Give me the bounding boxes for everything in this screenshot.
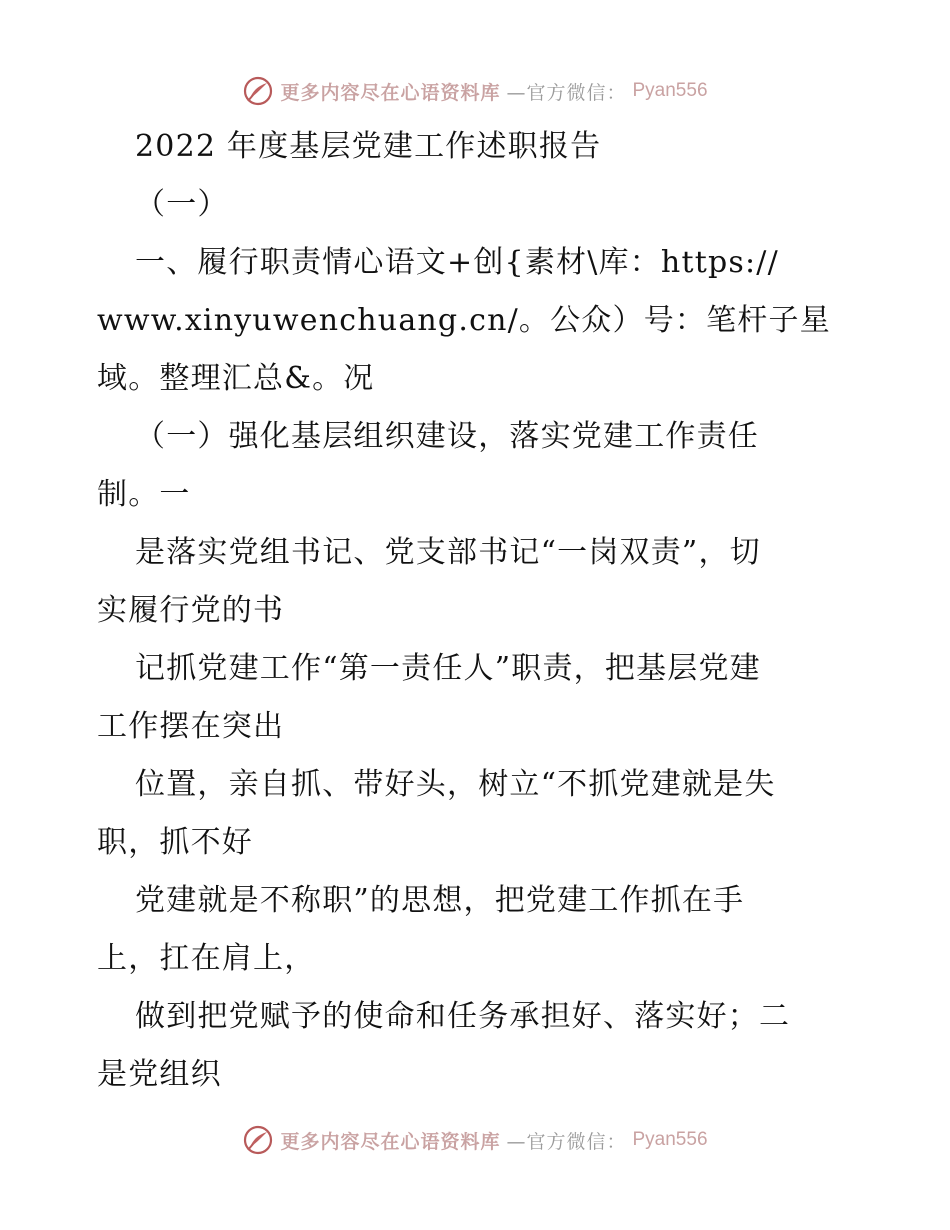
document-body (97, 118, 857, 1104)
document-line: 做到把党赋予的使命和任务承担好、落实好；二 (135, 999, 791, 1034)
watermark-account: Pyan556 (632, 1129, 708, 1150)
document-line: 实履行党的书 (97, 593, 285, 628)
document-line: 上，扛在肩上， (97, 941, 316, 976)
watermark-separator: —官方微信： (506, 1130, 627, 1153)
watermark-separator: —官方微信： (506, 81, 627, 104)
document-line: 制。一 (97, 477, 191, 512)
document-line: www.xinyuwenchuang.cn/。公众）号：笔杆子星 (97, 303, 831, 338)
document-line: 域。整理汇总&。况 (97, 361, 375, 396)
document-line: 职，抓不好 (97, 825, 253, 860)
watermark-site-name: 更多内容尽在心语资料库 (280, 81, 501, 104)
document-title: 2022 年度基层党建工作述职报告 (135, 129, 602, 164)
document-line: （一） (135, 187, 229, 222)
document-line: 工作摆在突出 (97, 709, 285, 744)
watermark-banner-top (0, 71, 950, 111)
document-line: 是落实党组书记、党支部书记“一岗双责”，切 (135, 535, 761, 570)
watermark-banner-bottom (0, 1120, 950, 1160)
document-line: （一）强化基层组织建设，落实党建工作责任 (135, 419, 759, 454)
pen-logo-icon (242, 1124, 274, 1156)
document-line: 党建就是不称职”的思想，把党建工作抓在手 (135, 883, 745, 918)
document-line: 位置，亲自抓、带好头，树立“不抓党建就是失 (135, 767, 776, 802)
watermark-site-name: 更多内容尽在心语资料库 (280, 1130, 501, 1153)
pen-logo-icon (242, 75, 274, 107)
document-line: 是党组织 (97, 1057, 222, 1092)
document-line: 一、履行职责情心语文+创{素材\库：https:// (135, 245, 779, 280)
watermark-account: Pyan556 (632, 80, 708, 101)
document-line: 记抓党建工作“第一责任人”职责，把基层党建 (135, 651, 761, 686)
